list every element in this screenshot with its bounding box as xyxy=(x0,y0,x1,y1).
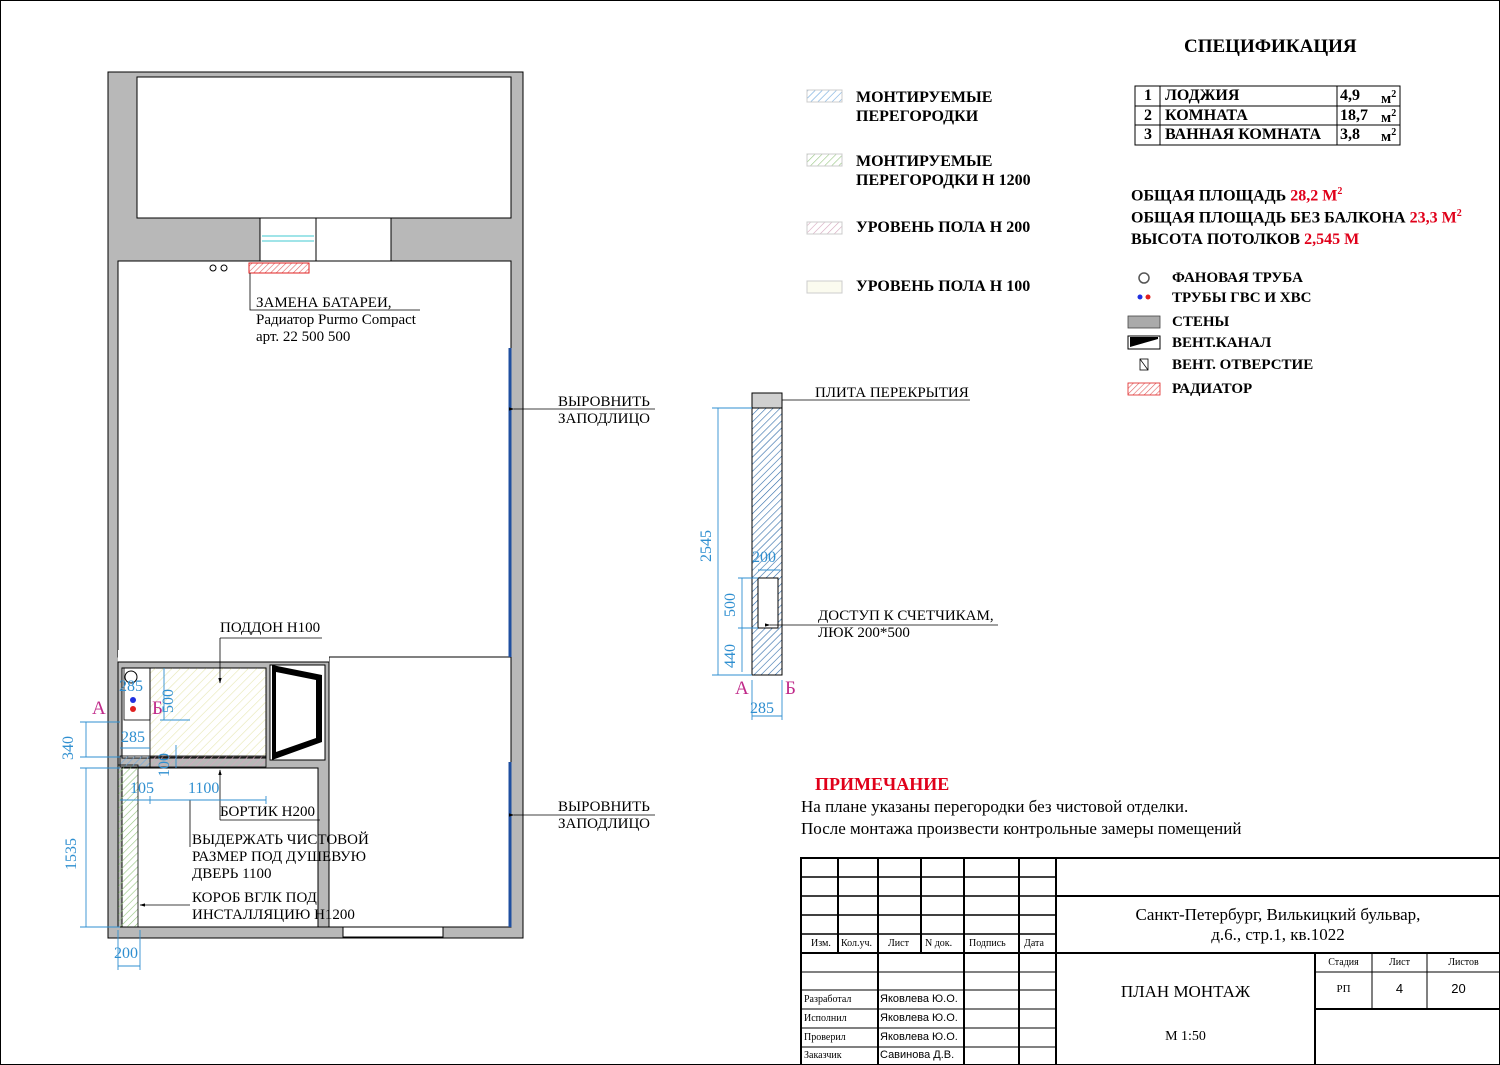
spec-row-area: 18,7 xyxy=(1340,107,1368,124)
swatch-mounted-partitions xyxy=(807,90,842,102)
align-flush-note-bottom: ВЫРОВНИТЬ ЗАПОДЛИЦО xyxy=(558,799,650,832)
section-mark-b: Б xyxy=(152,698,163,719)
spec-row-area: 4,9 xyxy=(1340,87,1360,104)
note-title: ПРИМЕЧАНИЕ xyxy=(815,774,950,794)
partition-mounted xyxy=(120,756,150,767)
spec-title: СПЕЦИФИКАЦИЯ xyxy=(1184,36,1357,57)
spec-row-unit: $м^2$ xyxy=(1381,89,1397,107)
dim-340: 340 xyxy=(60,736,77,760)
room-lower xyxy=(329,657,511,927)
loggia xyxy=(137,77,511,218)
slab-note: ПЛИТА ПЕРЕКРЫТИЯ xyxy=(815,385,969,401)
legend-water-pipes: ТРУБЫ ГВС И ХВС xyxy=(1172,290,1312,306)
stamp-header: N док. xyxy=(925,938,953,949)
stamp-role: Заказчик xyxy=(804,1050,842,1061)
spec-row-unit: $м^2$ xyxy=(1381,127,1397,145)
dim-1535: 1535 xyxy=(63,838,80,870)
dim-1100: 1100 xyxy=(188,780,220,797)
dim-285-small: 285 xyxy=(119,678,143,695)
radiator xyxy=(249,263,309,273)
align-flush-note-top: ВЫРОВНИТЬ ЗАПОДЛИЦО xyxy=(558,394,650,427)
wall-swatch-icon xyxy=(1128,316,1160,328)
drawing-scale: М 1:50 xyxy=(1165,1029,1206,1044)
legend-swatches xyxy=(807,90,1160,395)
dim-500: 500 xyxy=(160,689,177,713)
stamp-name: Яковлева Ю.О. xyxy=(880,1031,958,1043)
sheet-title: ПЛАН МОНТАЖ xyxy=(1120,982,1251,1001)
swatch-floor-h100 xyxy=(807,281,842,293)
stamp-header: Изм. xyxy=(811,938,831,949)
area-without-balcony: ОБЩАЯ ПЛОЩАДЬ БЕЗ БАЛКОНА 23,3 $М^2$ xyxy=(1131,208,1462,227)
stamp-role: Исполнил xyxy=(804,1013,847,1024)
dim-105: 105 xyxy=(130,780,154,797)
stamp-header: Лист xyxy=(888,938,909,949)
total-area: ОБЩАЯ ПЛОЩАДЬ 28,2 $М^2$ xyxy=(1131,186,1343,205)
sheet-label: Лист xyxy=(1389,957,1410,968)
legend-walls: СТЕНЫ xyxy=(1172,314,1230,330)
dim-285: 285 xyxy=(121,729,145,746)
access-hatch-note: ДОСТУП К СЧЕТЧИКАМ, ЛЮК 200*500 xyxy=(818,608,994,641)
spec-row-unit: $м^2$ xyxy=(1381,108,1397,126)
sheet-number: 4 xyxy=(1395,981,1404,996)
access-hatch xyxy=(758,578,778,628)
legend-floor-h200: УРОВЕНЬ ПОЛА Н 200 xyxy=(856,219,1031,236)
dim-section-200: 200 xyxy=(752,549,776,566)
hot-water-pipe xyxy=(130,706,136,712)
radiator-note: ЗАМЕНА БАТАРЕИ, Радиатор Purmo Compact арт. 22 500 500 xyxy=(256,295,416,345)
stamp-header: Подпись xyxy=(969,938,1006,949)
curb-note: БОРТИК Н200 xyxy=(220,804,315,820)
stage-label: Стадия xyxy=(1328,957,1359,968)
section-partition xyxy=(752,408,782,675)
stamp-name: Яковлева Ю.О. xyxy=(880,993,958,1005)
spec-row-name: ВАННАЯ КОМНАТА xyxy=(1165,126,1321,143)
sheets-label: Листов xyxy=(1448,957,1479,968)
spec-row-name: КОМНАТА xyxy=(1165,107,1248,124)
shower-door-note: ВЫДЕРЖАТЬ ЧИСТОВОЙ РАЗМЕР ПОД ДУШЕВУЮ ДВЕРЬ 1100 xyxy=(192,832,369,882)
project-address: Санкт-Петербург, Вилькицкий бульвар, д.6., стр.1, кв.1022 xyxy=(1135,905,1421,944)
cold-water-pipe xyxy=(130,697,136,703)
spec-row-num: 1 xyxy=(1144,87,1152,104)
note-line-2: После монтажа произвести контрольные замеры помещений xyxy=(801,819,1242,838)
stamp-name: Савинова Д.В. xyxy=(880,1049,955,1061)
spec-row-name: ЛОДЖИЯ xyxy=(1165,87,1240,104)
legend-fan-pipe: ФАНОВАЯ ТРУБА xyxy=(1172,270,1303,286)
sheet-count: 20 xyxy=(1451,981,1466,996)
radiator-swatch-icon xyxy=(1128,383,1160,395)
water-pipes-icon xyxy=(1138,295,1143,300)
fan-pipe-icon xyxy=(1139,273,1149,283)
swatch-partitions-h1200 xyxy=(807,154,842,166)
ceiling-height: ВЫСОТА ПОТОЛКОВ 2,545 М xyxy=(1131,231,1360,248)
legend-vent-hole: ВЕНТ. ОТВЕРСТИЕ xyxy=(1172,357,1314,373)
note-line-1: На плане указаны перегородки без чистовой отделки. xyxy=(801,797,1189,816)
balcony-opening xyxy=(260,218,391,261)
stamp-header: Кол.уч. xyxy=(841,938,873,949)
stamp-header: Дата xyxy=(1024,938,1044,949)
spec-row-num: 3 xyxy=(1144,126,1152,143)
shower-tray-note: ПОДДОН Н100 xyxy=(220,620,321,636)
stamp-role: Разработал xyxy=(804,994,852,1005)
section-view-mark-b: Б xyxy=(785,678,796,699)
stage-value: РП xyxy=(1336,983,1351,995)
legend-floor-h100: УРОВЕНЬ ПОЛА Н 100 xyxy=(856,278,1031,295)
dim-200: 200 xyxy=(114,945,138,962)
stamp-name: Яковлева Ю.О. xyxy=(880,1012,958,1024)
stamp-role: Проверил xyxy=(804,1032,846,1043)
legend-partitions-h1200: МОНТИРУЕМЫЕ ПЕРЕГОРОДКИ Н 1200 xyxy=(856,153,1031,189)
dim-2545: 2545 xyxy=(698,530,715,562)
legend-mounted-partitions: МОНТИРУЕМЫЕ ПЕРЕГОРОДКИ xyxy=(856,89,993,125)
spec-row-num: 2 xyxy=(1144,107,1152,124)
dim-section-500: 500 xyxy=(722,593,739,617)
section-mark-a: А xyxy=(92,698,106,719)
floor-slab xyxy=(752,393,782,408)
dim-440: 440 xyxy=(722,644,739,668)
swatch-floor-h200 xyxy=(807,222,842,234)
legend-radiator: РАДИАТОР xyxy=(1172,381,1253,397)
spec-row-area: 3,8 xyxy=(1340,126,1360,143)
installation-box-note: КОРОБ ВГЛК ПОД ИНСТАЛЛЯЦИЮ Н1200 xyxy=(192,890,355,923)
dim-section-285: 285 xyxy=(750,700,774,717)
dim-100: 100 xyxy=(156,753,173,777)
section-view-mark-a: А xyxy=(735,678,749,699)
legend-vent-channel: ВЕНТ.КАНАЛ xyxy=(1172,335,1272,351)
